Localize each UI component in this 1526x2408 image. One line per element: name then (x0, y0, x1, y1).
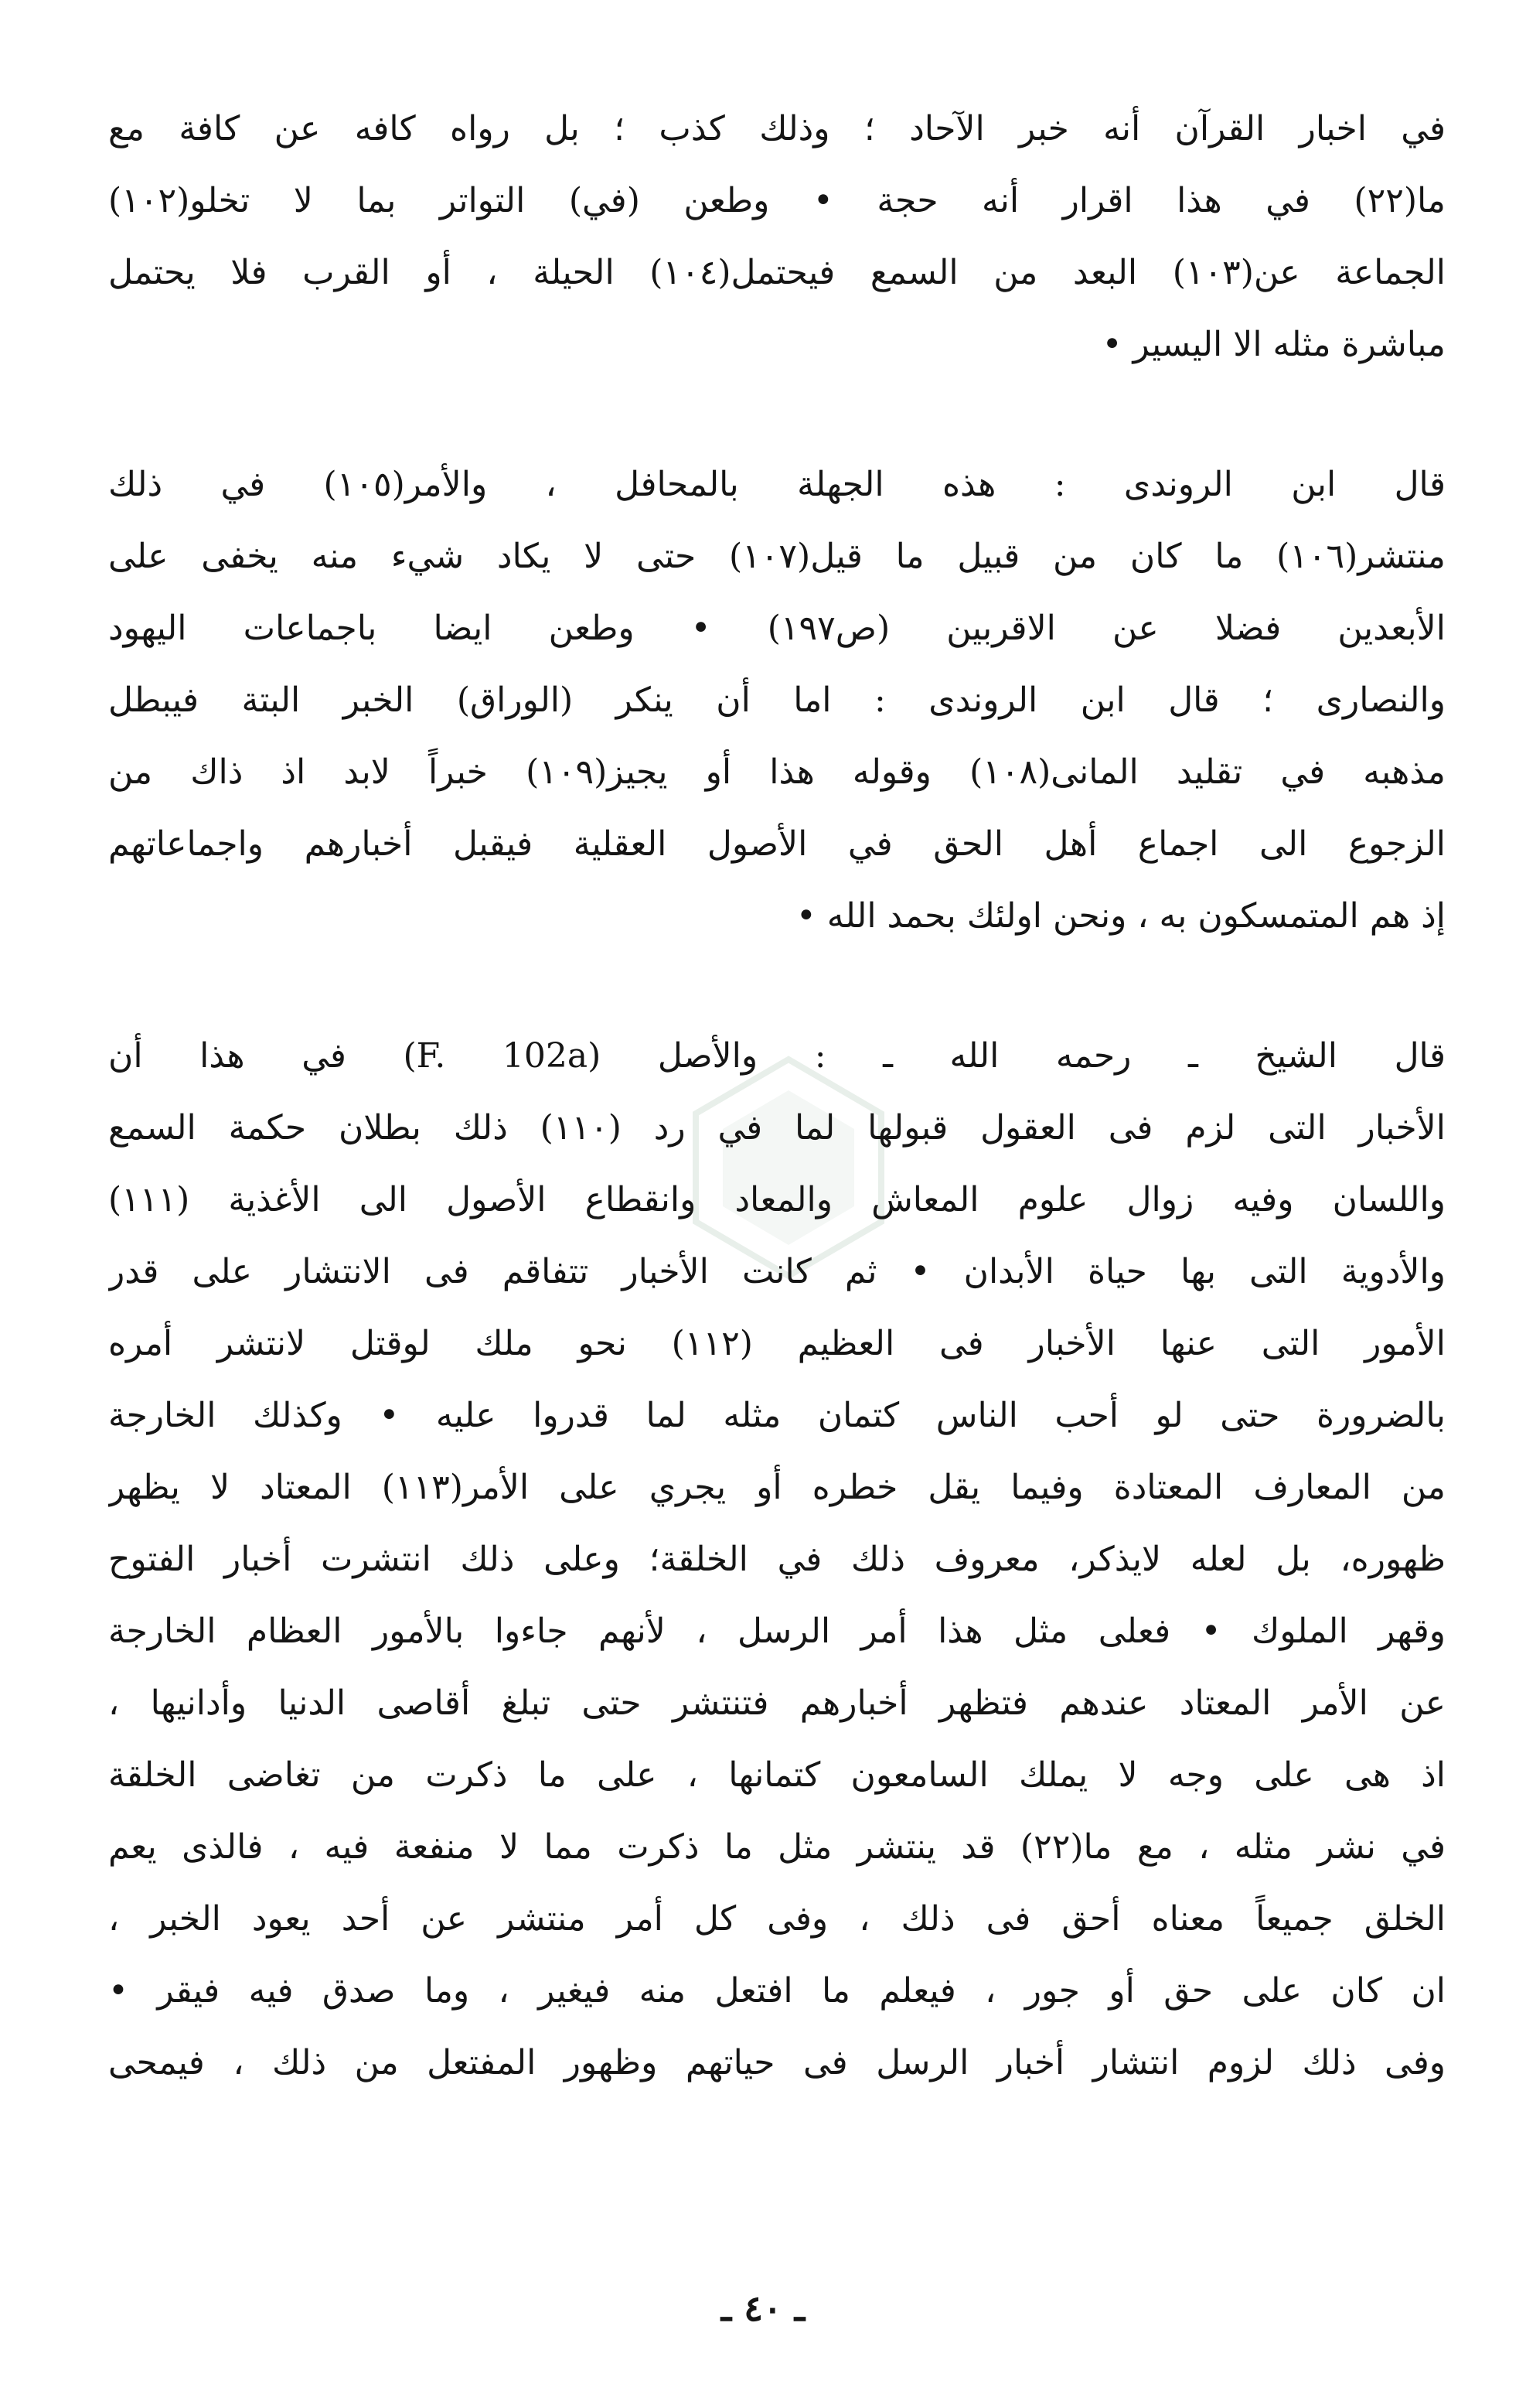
text-line: قال الشيخ ـ رحمه الله ـ : والأصل (F. 102a) في هذا أن (108, 1036, 1446, 1076)
text-line: ما(٢٢) في هذا اقرار أنه حجة • وطعن (في) التواتر بما لا تخلو(١٠٢) (108, 181, 1446, 220)
text-line: الأبعدين فضلا عن الاقربين (ص١٩٧) • وطعن ايضا باجماعات اليهود (108, 609, 1446, 648)
text-line: الأخبار التى لزم فى العقول قبولها لما في رد (١١٠) ذلك بطلان حكمة السمع (108, 1108, 1446, 1148)
text-line: من المعارف المعتادة وفيما يقل خطره أو يجري على الأمر(١١٣) المعتاد لا يظهر (108, 1468, 1446, 1507)
paragraph-3 (108, 1020, 1446, 2099)
text-line: الزجوع الى اجماع أهل الحق في الأصول العقلية فيقبل أخبارهم واجماعاتهم (108, 824, 1446, 864)
text-line: الأمور التى عنها الأخبار فى العظيم (١١٢) نحو ملك لوقتل لانتشر أمره (108, 1324, 1446, 1363)
text-line: والنصارى ؛ قال ابن الروندى : اما أن ينكر (الوراق) الخبر البتة فيبطل (108, 680, 1446, 720)
text-line: اذ هى على وجه لا يملك السامعون كتمانها ، على ما ذكرت من تغاضى الخلقة (108, 1755, 1446, 1795)
text-line: والأدوية التى بها حياة الأبدان • ثم كانت الأخبار تتفاقم فى الانتشار على قدر (108, 1252, 1446, 1291)
text-line: الخلق جميعاً معناه أحق فى ذلك ، وفى كل أمر منتشر عن أحد يعود الخبر ، (108, 1899, 1446, 1939)
text-line: منتشر(١٠٦) ما كان من قبيل ما قيل(١٠٧) حتى لا يكاد شيء منه يخفى على (108, 537, 1446, 576)
text-line: الجماعة عن(١٠٣) البعد من السمع فيحتمل(١٠٤) الحيلة ، أو القرب فلا يحتمل (108, 253, 1446, 292)
text-line: عن الأمر المعتاد عندهم فتظهر أخبارهم فتنتشر حتى تبلغ أقاصى الدنيا وأدانيها ، (108, 1683, 1446, 1723)
body-text (108, 93, 1446, 2099)
text-line: ظهوره، بل لعله لايذكر، معروف ذلك في الخلقة؛ وعلى ذلك انتشرت أخبار الفتوح (108, 1540, 1446, 1579)
text-line: إذ هم المتمسكون به ، ونحن اولئك بحمد الله • (795, 896, 1446, 936)
page-number: ـ ٤٠ ـ (720, 2287, 806, 2329)
text-line: مذهبه في تقليد المانى(١٠٨) وقوله هذا أو يجيز(١٠٩) خبراً لابد اذ ذاك من (108, 752, 1446, 792)
text-line: وقهر الملوك • فعلى مثل هذا أمر الرسل ، لأنهم جاءوا بالأمور العظام الخارجة (108, 1612, 1446, 1651)
text-line: وفى ذلك لزوم انتشار أخبار الرسل فى حياتهم وظهور المفتعل من ذلك ، فيمحى (108, 2043, 1446, 2082)
text-line: في نشر مثله ، مع ما(٢٢) قد ينتشر مثل ما ذكرت مما لا منفعة فيه ، فالذى يعم (108, 1827, 1446, 1867)
text-line: ان كان على حق أو جور ، فيعلم ما افتعل منه فيغير ، وما صدق فيه فيقر • (108, 1971, 1446, 2011)
paragraph-1 (108, 93, 1446, 380)
paragraph-2 (108, 449, 1446, 952)
text-line: بالضرورة حتى لو أحب الناس كتمان مثله لما قدروا عليه • وكذلك الخارجة (108, 1396, 1446, 1435)
text-line: قال ابن الروندى : هذه الجهلة بالمحافل ، والأمر(١٠٥) في ذلك (108, 465, 1446, 504)
text-line: واللسان وفيه زوال علوم المعاش والمعاد وانقطاع الأصول الى الأغذية (١١١) (108, 1180, 1446, 1219)
text-line: مباشرة مثله الا اليسير • (1102, 325, 1446, 364)
text-line: في اخبار القرآن أنه خبر الآحاد ؛ وذلك كذب ؛ بل رواه كافه عن كافة مع (108, 109, 1446, 148)
